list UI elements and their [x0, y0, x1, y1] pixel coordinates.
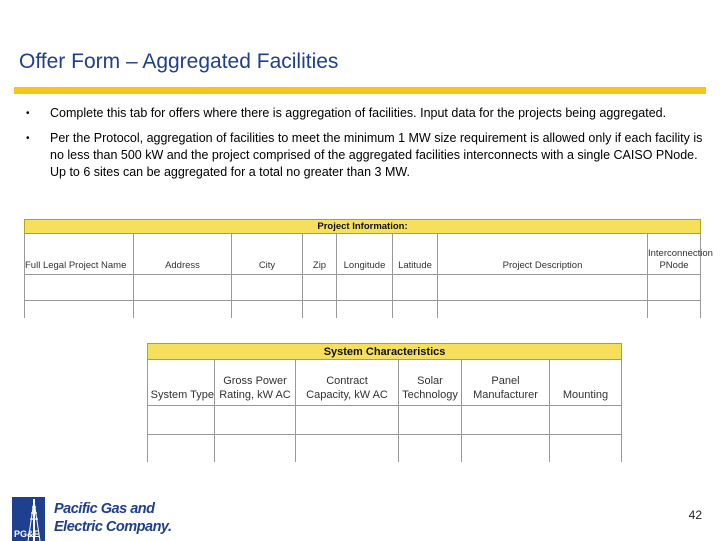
input-cell[interactable] [550, 435, 622, 463]
col-system-type [148, 360, 215, 406]
col-system-type-line2: System Type [150, 389, 214, 401]
col-zip: Zip [303, 234, 337, 275]
col-interconnection-line2: PNode [659, 260, 689, 271]
col-interconnection-pnode [648, 234, 713, 275]
logo-line1: Pacific Gas and [54, 501, 155, 517]
input-cell[interactable] [215, 435, 296, 463]
pge-logo-icon [12, 497, 45, 541]
col-solar-line1: Solar [417, 375, 443, 387]
col-gross-power-line1: Gross Power [223, 375, 287, 387]
table-row [25, 275, 701, 301]
input-cell[interactable] [134, 275, 232, 301]
slide-title: Offer Form – Aggregated Facilities [19, 50, 339, 73]
input-cell[interactable] [550, 406, 622, 435]
col-panel-line2: Manufacturer [473, 389, 538, 401]
table-row [25, 301, 701, 319]
bullet-text: Per the Protocol, aggregation of facilities to meet the minimum 1 MW size requirement is allowed only if each facility is no less than 500 kW and the project comprised of the aggregated facilities interconnects with a single CAISO PNode. Up to 6 sites can be aggregated for a total no greater than 3 MW. [50, 131, 703, 179]
input-cell[interactable] [462, 406, 550, 435]
table-row [148, 406, 622, 435]
input-cell[interactable] [337, 275, 393, 301]
col-project-description: Project Description [438, 234, 648, 275]
col-full-legal-project-name: Full Legal Project Name [25, 234, 134, 275]
col-latitude: Latitude [393, 234, 438, 275]
input-cell[interactable] [399, 406, 462, 435]
project-information-table [24, 219, 713, 318]
col-panel-manufacturer [462, 360, 550, 406]
col-panel-line1: Panel [491, 375, 520, 387]
col-mounting-line2: Mounting [562, 389, 609, 401]
input-cell[interactable] [134, 301, 232, 319]
input-cell[interactable] [303, 301, 337, 319]
input-cell[interactable] [296, 435, 399, 463]
col-solar-line2: Technology [402, 389, 458, 401]
col-contract-capacity [296, 360, 399, 406]
title-underline [14, 87, 706, 94]
col-longitude: Longitude [337, 234, 393, 275]
col-solar-technology [399, 360, 462, 406]
bullet-list [26, 105, 706, 189]
input-cell[interactable] [438, 301, 648, 319]
input-cell[interactable] [148, 406, 215, 435]
col-address: Address [134, 234, 232, 275]
input-cell[interactable] [148, 435, 215, 463]
bullet-dot: • [26, 133, 30, 144]
bullet-dot: • [26, 108, 30, 119]
col-interconnection-line1: Interconnection [648, 248, 713, 259]
col-mounting [550, 360, 622, 406]
input-cell[interactable] [462, 435, 550, 463]
input-cell[interactable] [399, 435, 462, 463]
bullet-item [26, 105, 706, 122]
input-cell[interactable] [232, 275, 303, 301]
input-cell[interactable] [648, 275, 701, 301]
input-cell[interactable] [648, 301, 701, 319]
bullet-text: Complete this tab for offers where there is aggregation of facilities. Input data for the projects being aggregated. [50, 106, 667, 120]
col-gross-power-rating [215, 360, 296, 406]
page-number: 42 [688, 508, 702, 522]
system-characteristics-table [147, 343, 622, 462]
col-gross-power-line2: Rating, kW AC [219, 389, 291, 401]
logo-line2: Electric Company. [54, 519, 172, 535]
col-city: City [232, 234, 303, 275]
input-cell[interactable] [25, 275, 134, 301]
project-information-header: Project Information: [25, 220, 701, 234]
system-characteristics-header: System Characteristics [148, 344, 622, 360]
input-cell[interactable] [393, 275, 438, 301]
input-cell[interactable] [25, 301, 134, 319]
input-cell[interactable] [232, 301, 303, 319]
pge-logo [12, 497, 172, 541]
input-cell[interactable] [215, 406, 296, 435]
input-cell[interactable] [393, 301, 438, 319]
logo-mark-text: PG&E [14, 529, 40, 539]
bullet-item [26, 130, 706, 181]
input-cell[interactable] [337, 301, 393, 319]
col-contract-line1: Contract [326, 375, 368, 387]
input-cell[interactable] [296, 406, 399, 435]
table-row [148, 435, 622, 463]
logo-wordmark [54, 500, 171, 536]
input-cell[interactable] [303, 275, 337, 301]
col-contract-line2: Capacity, kW AC [306, 389, 388, 401]
input-cell[interactable] [438, 275, 648, 301]
